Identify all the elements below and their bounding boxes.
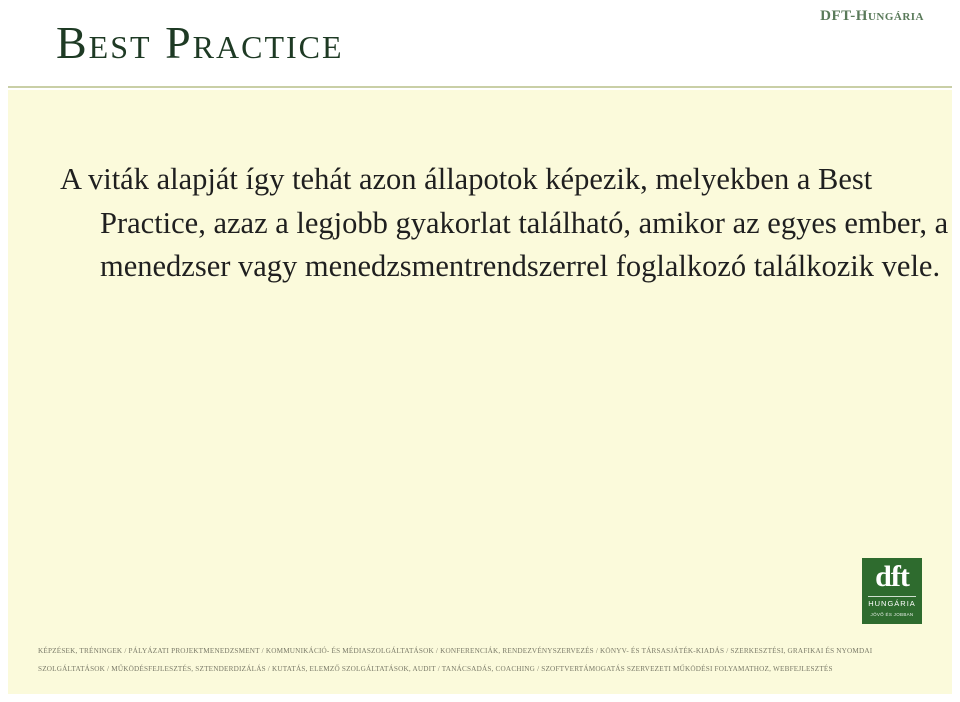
logo-main-text: dft: [875, 560, 909, 593]
footer-services-line-2: SZOLGÁLTATÁSOK / MŰKÖDÉSFEJLESZTÉS, SZTENDERDIZÁLÁS / KUTATÁS, ELEMZŐ SZOLGÁLTATÁSOK, AUDIT / TANÁCSADÁS, COACHING / SZOFTVERTÁMOGATÁS SZERVEZETI MŰKÖDÉSI FOLYAMATHOZ, WEBFEJLESZTÉS: [38, 665, 833, 673]
slide-title: Best Practice: [56, 17, 344, 68]
header-divider: [8, 86, 952, 88]
footer-services-line-1: KÉPZÉSEK, TRÉNINGEK / PÁLYÁZATI PROJEKTMENEDZSMENT / KOMMUNIKÁCIÓ- ÉS MÉDIASZOLGÁLTATÁSOK / KONFERENCIÁK, RENDEZVÉNYSZERVEZÉS / KÖNYV- ÉS TÁRSASJÁTÉK-KIADÁS / SZERKESZTÉSI, GRAFIKAI ÉS NYOMDAI: [38, 647, 873, 655]
logo-tagline: JÖVŐ ÉS JOBBAN: [870, 612, 914, 617]
dft-hungaria-logo: [862, 558, 922, 624]
logo-sub-text: HUNGÁRIA: [868, 596, 916, 608]
brand-wordmark: DFT-Hungária: [820, 8, 924, 24]
slide-header: [0, 0, 960, 86]
body-paragraph: A viták alapját így tehát azon állapotok képezik, melyekben a Best Practice, azaz a legjobb gyakorlat található, amikor az egyes ember, a menedzser vagy menedzsmentrendszerrel foglalkozó találkozik vele.: [60, 162, 949, 283]
